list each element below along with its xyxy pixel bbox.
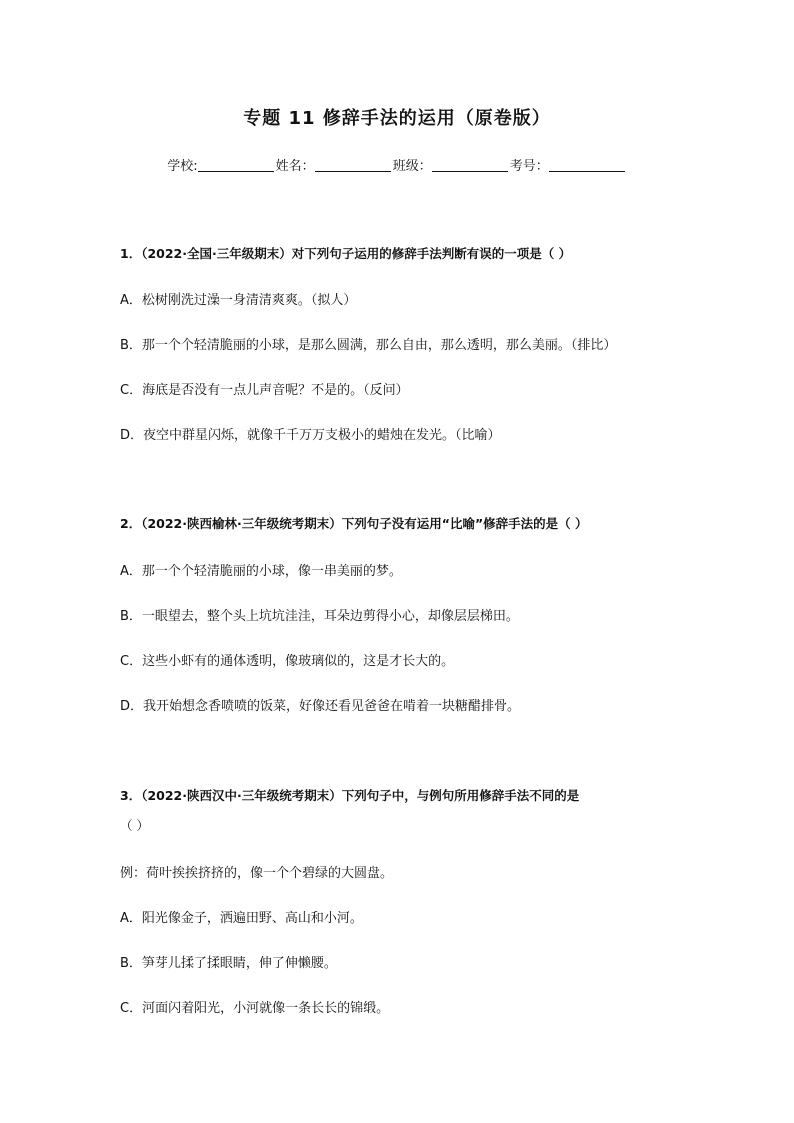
question-3-option-c: C．河面闪着阳光，小河就像一条长长的锦缎。 <box>120 1001 390 1016</box>
question-2-option-a: A．那一个个轻清脆丽的小球，像一串美丽的梦。 <box>120 564 402 579</box>
question-3-answer-paren: （ ） <box>120 818 149 833</box>
question-2-option-d: D．我开始想念香喷喷的饭菜，好像还看见爸爸在啃着一块糖醋排骨。 <box>120 699 521 714</box>
question-1-option-b: B．那一个个轻清脆丽的小球，是那么圆满，那么自由，那么透明，那么美丽。（排比） <box>120 338 617 353</box>
school-label: 学校: <box>167 159 198 174</box>
question-1-option-d: D．夜空中群星闪烁，就像千千万万支极小的蜡烛在发光。（比喻） <box>120 428 501 443</box>
question-1-stem: 1．（2022·全国·三年级期末）对下列句子运用的修辞手法判断有误的一项是（ ） <box>120 246 572 261</box>
question-3-option-b: B．笋芽儿揉了揉眼睛，伸了伸懒腰。 <box>120 956 337 971</box>
class-label: 班级： <box>392 159 432 174</box>
student-info-line <box>0 155 794 174</box>
exam-no-label: 考号： <box>509 159 549 174</box>
question-2-option-b: B．一眼望去，整个头上坑坑洼洼，耳朵边剪得小心，却像层层梯田。 <box>120 609 519 624</box>
question-2-option-c: C．这些小虾有的通体透明，像玻璃似的，这是才长大的。 <box>120 654 455 669</box>
question-1-option-a: A．松树刚洗过澡一身清清爽爽。（拟人） <box>120 293 357 308</box>
page-title: 专题 11 修辞手法的运用（原卷版） <box>243 108 551 129</box>
name-label: 姓名： <box>275 159 315 174</box>
question-3-example: 例：荷叶挨挨挤挤的，像一个个碧绿的大圆盘。 <box>120 866 394 881</box>
school-blank[interactable] <box>198 158 274 172</box>
class-blank[interactable] <box>432 158 508 172</box>
exam-no-blank[interactable] <box>549 158 625 172</box>
question-1-option-c: C．海底是否没有一点儿声音呢？不是的。（反问） <box>120 383 409 398</box>
name-blank[interactable] <box>315 158 391 172</box>
question-2-stem: 2．（2022·陕西榆林·三年级统考期末）下列句子没有运用“比喻”修辞手法的是（ ） <box>120 516 588 531</box>
question-3-stem: 3．（2022·陕西汉中·三年级统考期末）下列句子中，与例句所用修辞手法不同的是 <box>120 788 580 803</box>
question-3-option-a: A．阳光像金子，洒遍田野、高山和小河。 <box>120 911 363 926</box>
